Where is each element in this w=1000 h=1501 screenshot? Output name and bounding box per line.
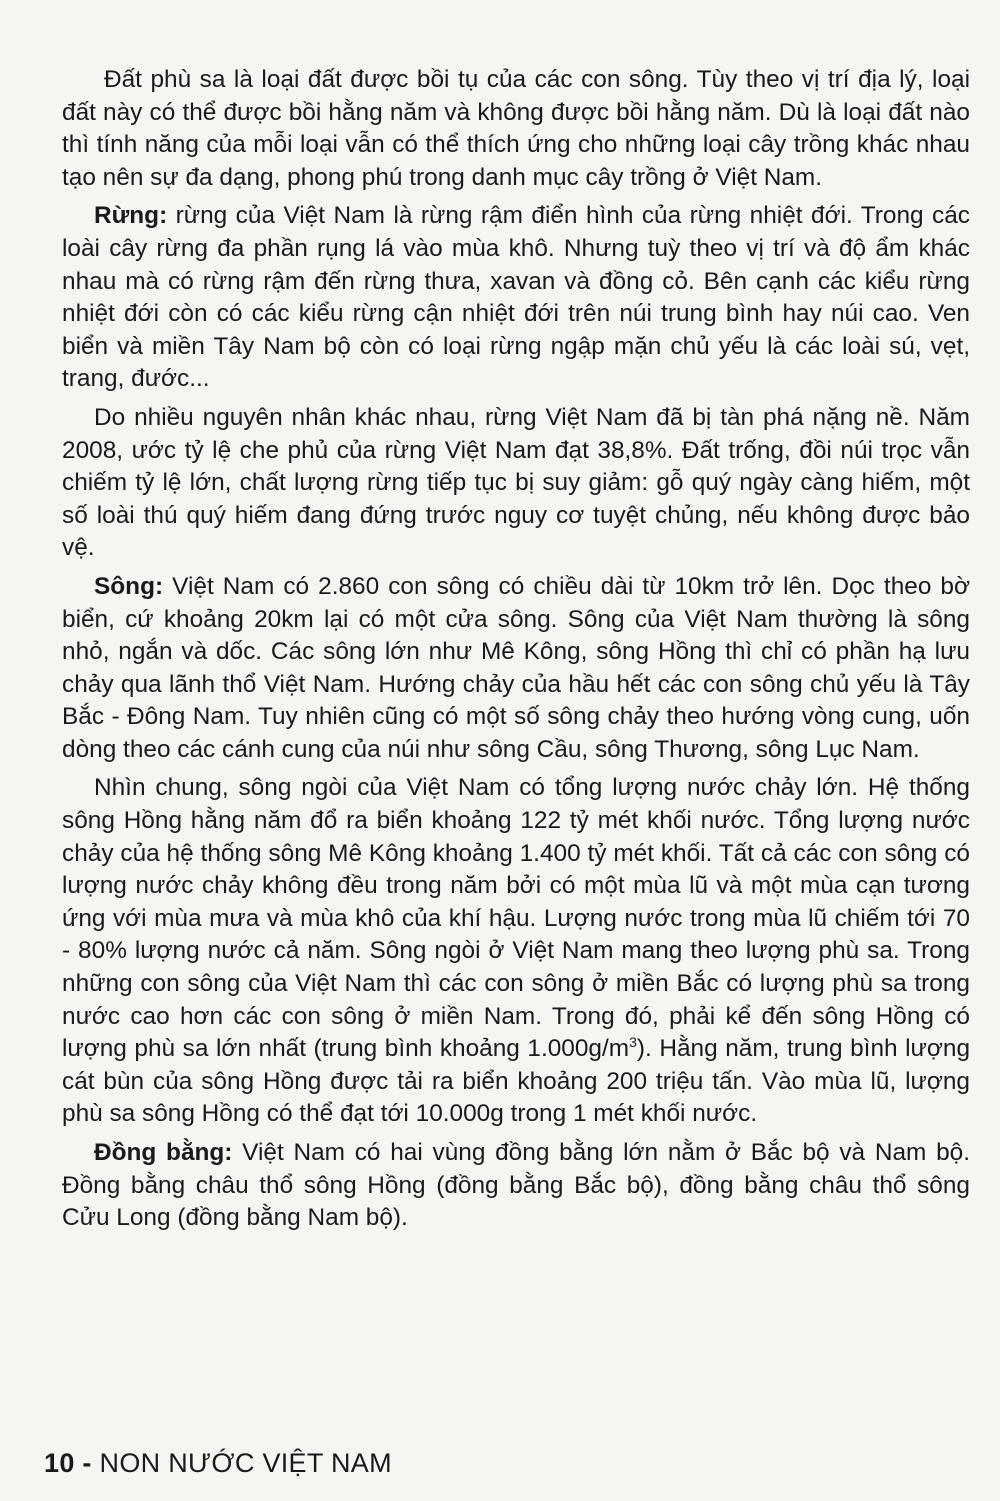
- river-flow-text-b: ). Hằng năm, trung bình lượng cát bùn của sông Hồng được tải ra biển khoảng 200 triệu tấn. Vào mùa lũ, lượng phù sa sông Hồng có thể đạt tới 10.000g trong 1 mét khối nước.: [62, 1035, 971, 1128]
- book-title: NON NƯỚC VIỆT NAM: [91, 1448, 392, 1478]
- paragraph-plains: [62, 1137, 970, 1235]
- plains-body: Việt Nam có hai vùng đồng bằng lớn nằm ở Bắc bộ và Nam bộ. Đồng bằng châu thổ sông Hồng (đồng bằng Bắc bộ), đồng bằng châu thổ sông Cửu Long (đồng bằng Nam bộ).: [62, 1139, 970, 1232]
- rivers-body: Việt Nam có 2.860 con sông có chiều dài từ 10km trở lên. Dọc theo bờ biển, cứ khoảng 20km lại có một cửa sông. Sông của Việt Nam thường là sông nhỏ, ngắn và dốc. Các sông lớn như Mê Kông, sông Hồng thì chỉ có phần hạ lưu chảy qua lãnh thổ Việt Nam. Hướng chảy của hầu hết các con sông chủ yếu là Tây Bắc - Đông Nam. Tuy nhiên cũng có một số sông chảy theo hướng vòng cung, uốn dòng theo các cánh cung của núi như sông Cầu, sông Thương, sông Lục Nam.: [62, 572, 970, 763]
- paragraph-river-flow: [62, 772, 970, 1131]
- river-flow-text-a: Nhìn chung, sông ngòi của Việt Nam có tổng lượng nước chảy lớn. Hệ thống sông Hồng hằng năm đổ ra biển khoảng 122 tỷ mét khối nước. Tổng lượng nước chảy của hệ thống sông Mê Kông khoảng 1.400 tỷ mét khối. Tất cả các con sông có lượng nước chảy không đều trong năm bởi có một mùa lũ và một mùa cạn tương ứng với mùa mưa và mùa khô của khí hậu. Lượng nước trong mùa lũ chiếm tới 70 - 80% lượng nước cả năm. Sông ngòi ở Việt Nam mang theo lượng phù sa. Trong những con sông của Việt Nam thì các con sông ở miền Bắc có lượng phù sa trong nước cao hơn các con sông ở miền Nam. Trong đó, phải kể đến sông Hồng có lượng phù sa lớn nhất (trung bình khoảng 1.000g/m: [62, 774, 970, 1063]
- superscript-cubed: 3: [629, 1034, 637, 1051]
- paragraph-forests: [62, 200, 970, 396]
- paragraph-forest-loss: Do nhiều nguyên nhân khác nhau, rừng Việt Nam đã bị tàn phá nặng nề. Năm 2008, ước tỷ lệ che phủ của rừng Việt Nam đạt 38,8%. Đất trống, đồi núi trọc vẫn chiếm tỷ lệ lớn, chất lượng rừng tiếp tục bị suy giảm: gỗ quý ngày càng hiếm, một số loài thú quý hiếm đang đứng trước nguy cơ tuyệt chủng, nếu không được bảo vệ.: [62, 403, 970, 562]
- page-footer: [44, 1445, 392, 1481]
- page-body: [62, 64, 970, 1241]
- paragraph-alluvial-soil: Đất phù sa là loại đất được bồi tụ của các con sông. Tùy theo vị trí địa lý, loại đất này có thể được bồi hằng năm và không được bồi hằng năm. Dù là loại đất nào thì tính năng của mỗi loại vẫn có thể thích ứng cho những loại cây trồng khác nhau tạo nên sự đa dạng, phong phú trong danh mục cây trồng ở Việt Nam.: [62, 66, 970, 191]
- forests-body: rừng của Việt Nam là rừng rậm điển hình của rừng nhiệt đới. Trong các loài cây rừng đa phần rụng lá vào mùa khô. Nhưng tuỳ theo vị trí và độ ẩm khác nhau mà có rừng rậm đến rừng thưa, xavan và đồng cỏ. Bên cạnh các kiểu rừng nhiệt đới còn có các kiểu rừng cận nhiệt đới trên núi trung bình hay núi cao. Ven biển và miền Tây Nam bộ còn có loại rừng ngập mặn chủ yếu là các loài sú, vẹt, trang, đước...: [62, 202, 970, 393]
- heading-forests: Rừng:: [94, 202, 168, 230]
- paragraph-rivers: [62, 571, 970, 767]
- heading-plains: Đồng bằng:: [94, 1139, 233, 1166]
- heading-rivers: Sông:: [94, 572, 164, 600]
- page-number: 10 -: [44, 1448, 92, 1478]
